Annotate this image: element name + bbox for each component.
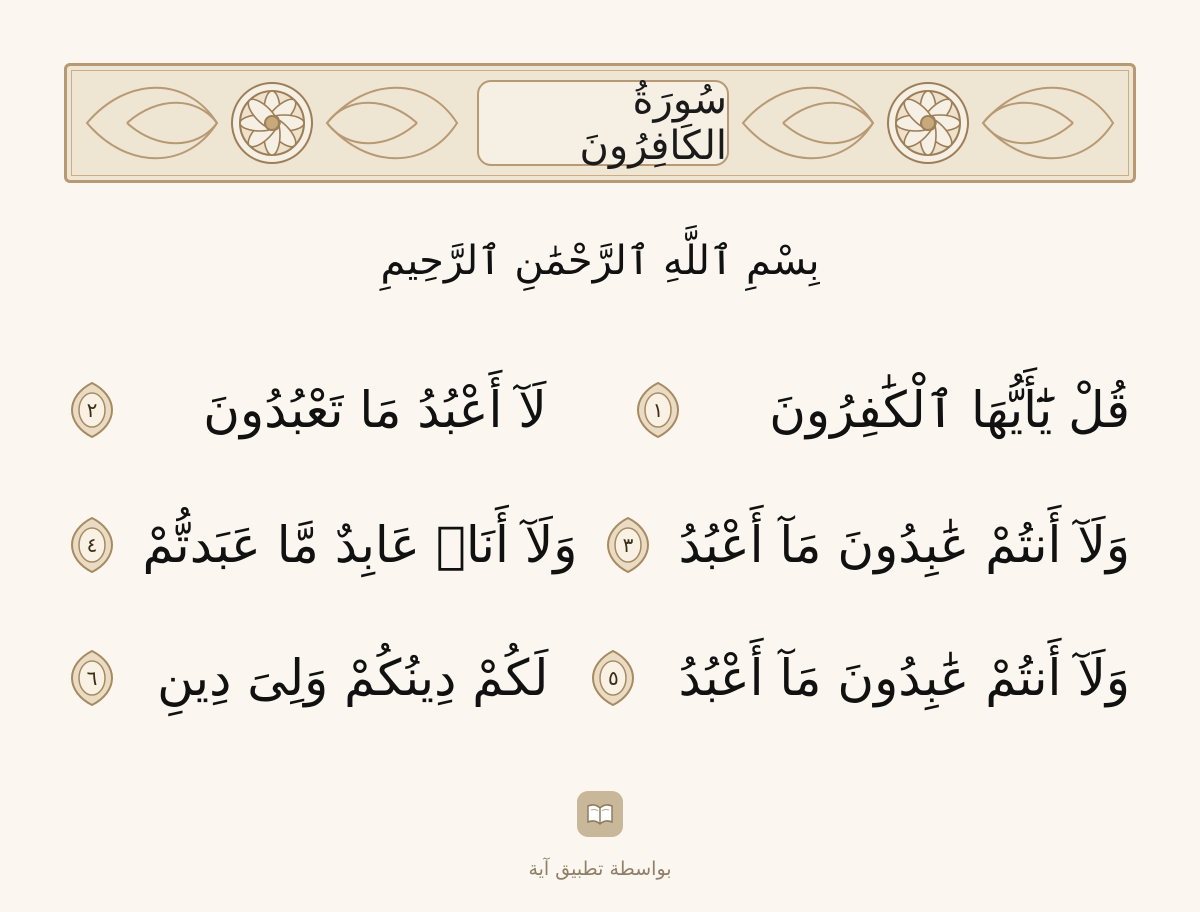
verse-text: لَآ أَعْبُدُ مَا تَعْبُدُونَ: [203, 381, 547, 439]
verse-text: وَلَآ أَنتُمْ عَٰبِدُونَ مَآ أَعْبُدُ: [678, 649, 1130, 707]
surah-title: سُورَةُ الكَافِرُونَ: [579, 77, 727, 169]
ayah-number-marker: ٥: [591, 649, 635, 707]
surah-header-banner: [64, 63, 1136, 183]
open-book-icon[interactable]: [577, 791, 623, 837]
verse-text: لَكُمْ دِينُكُمْ وَلِىَ دِينِ: [157, 649, 549, 707]
ayah-number-marker: ٤: [70, 516, 114, 574]
verse-text: وَلَآ أَنتُمْ عَٰبِدُونَ مَآ أَعْبُدُ: [678, 516, 1130, 574]
verse-line-2: [70, 500, 1130, 590]
ayah-number-marker: ٦: [70, 649, 114, 707]
basmala: بِسْمِ ٱللَّهِ ٱلرَّحْمَٰنِ ٱلرَّحِيمِ: [380, 238, 820, 284]
verse-line-3: [70, 633, 1130, 723]
ayah-number-marker: ١: [636, 381, 680, 439]
verse-text: قُلْ يَٰٓأَيُّهَا ٱلْكَٰفِرُونَ: [769, 381, 1130, 439]
app-attribution: بواسطة تطبيق آية: [528, 858, 672, 880]
ayah-number-marker: ٢: [70, 381, 114, 439]
surah-title-cartouche: [477, 77, 729, 169]
ayah-number-marker: ٣: [606, 516, 650, 574]
verse-text: وَلَآ أَنَا۠ عَابِدٌ مَّا عَبَدتُّمْ: [142, 516, 578, 574]
verse-line-1: [70, 365, 1130, 455]
